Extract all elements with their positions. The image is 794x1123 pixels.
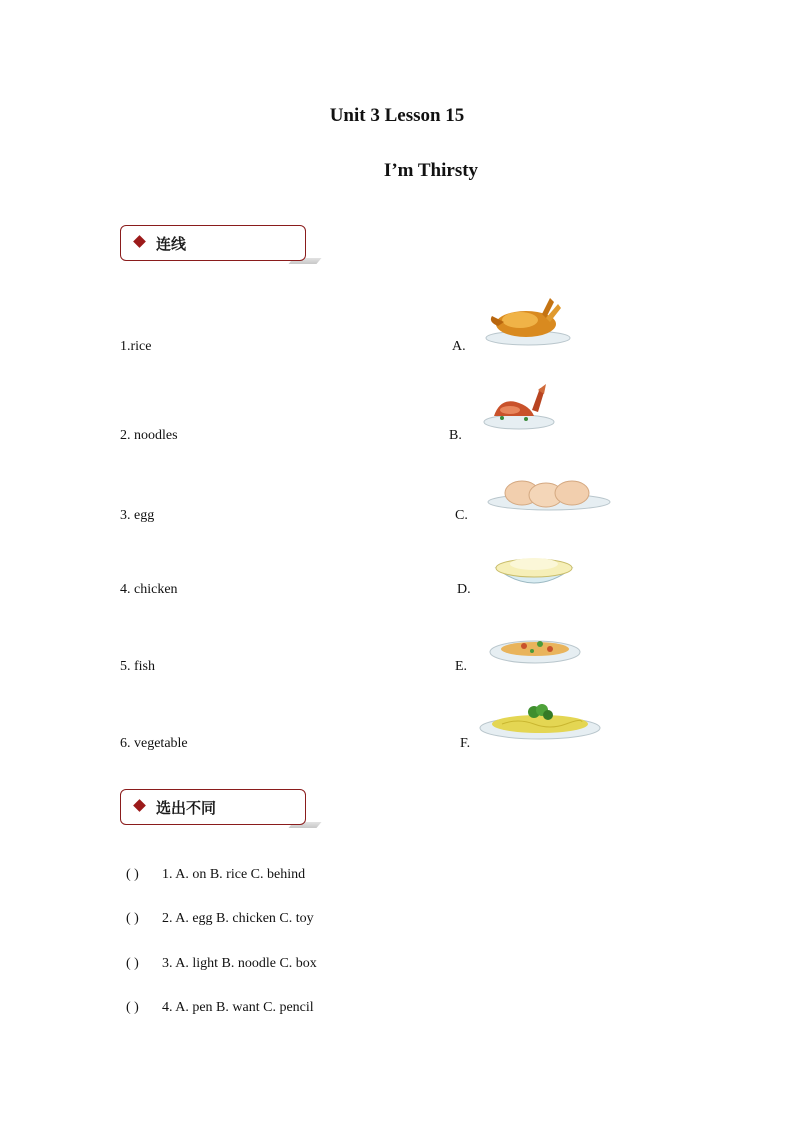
word-item: 6. vegetable	[120, 736, 188, 751]
question-item	[126, 1000, 314, 1016]
word-item: 1.rice	[120, 339, 152, 354]
answer-blank[interactable]: ( )	[126, 956, 139, 971]
eggs-icon	[486, 478, 612, 512]
diamond-icon	[133, 235, 146, 248]
option-letter: F.	[460, 736, 471, 751]
word-item: 5. fish	[120, 659, 155, 674]
page-title: Unit 3 Lesson 15	[329, 105, 465, 126]
question-item	[126, 911, 314, 927]
fish-dish-icon	[482, 380, 556, 432]
word-item: 2. noodles	[120, 428, 178, 443]
word-item: 3. egg	[120, 508, 155, 523]
question-text: 4. A. pen B. want C. pencil	[162, 1000, 314, 1015]
section-header-odd-one-out	[120, 789, 306, 825]
rice-bowl-icon	[494, 550, 574, 592]
option-letter: D.	[457, 582, 471, 597]
question-text: 1. A. on B. rice C. behind	[162, 867, 306, 882]
roast-chicken-icon	[484, 292, 572, 348]
word-item: 4. chicken	[120, 582, 178, 597]
option-letter: C.	[455, 508, 468, 523]
option-letter: A.	[452, 339, 466, 354]
page-subtitle: I’m Thirsty	[383, 160, 479, 181]
answer-blank[interactable]: ( )	[126, 1000, 139, 1015]
diamond-icon	[133, 799, 146, 812]
section-header-matching	[120, 225, 306, 261]
answer-blank[interactable]: ( )	[126, 911, 139, 926]
question-text: 3. A. light B. noodle C. box	[162, 956, 317, 971]
mixed-dish-icon	[488, 630, 582, 666]
question-item	[126, 867, 305, 883]
option-letter: E.	[455, 659, 468, 674]
section-label: 选出不同	[156, 799, 217, 817]
section-label: 连线	[156, 235, 187, 253]
question-item	[126, 956, 317, 972]
noodles-vegetable-icon	[478, 700, 602, 742]
question-text: 2. A. egg B. chicken C. toy	[162, 911, 314, 926]
answer-blank[interactable]: ( )	[126, 867, 139, 882]
option-letter: B.	[449, 428, 462, 443]
